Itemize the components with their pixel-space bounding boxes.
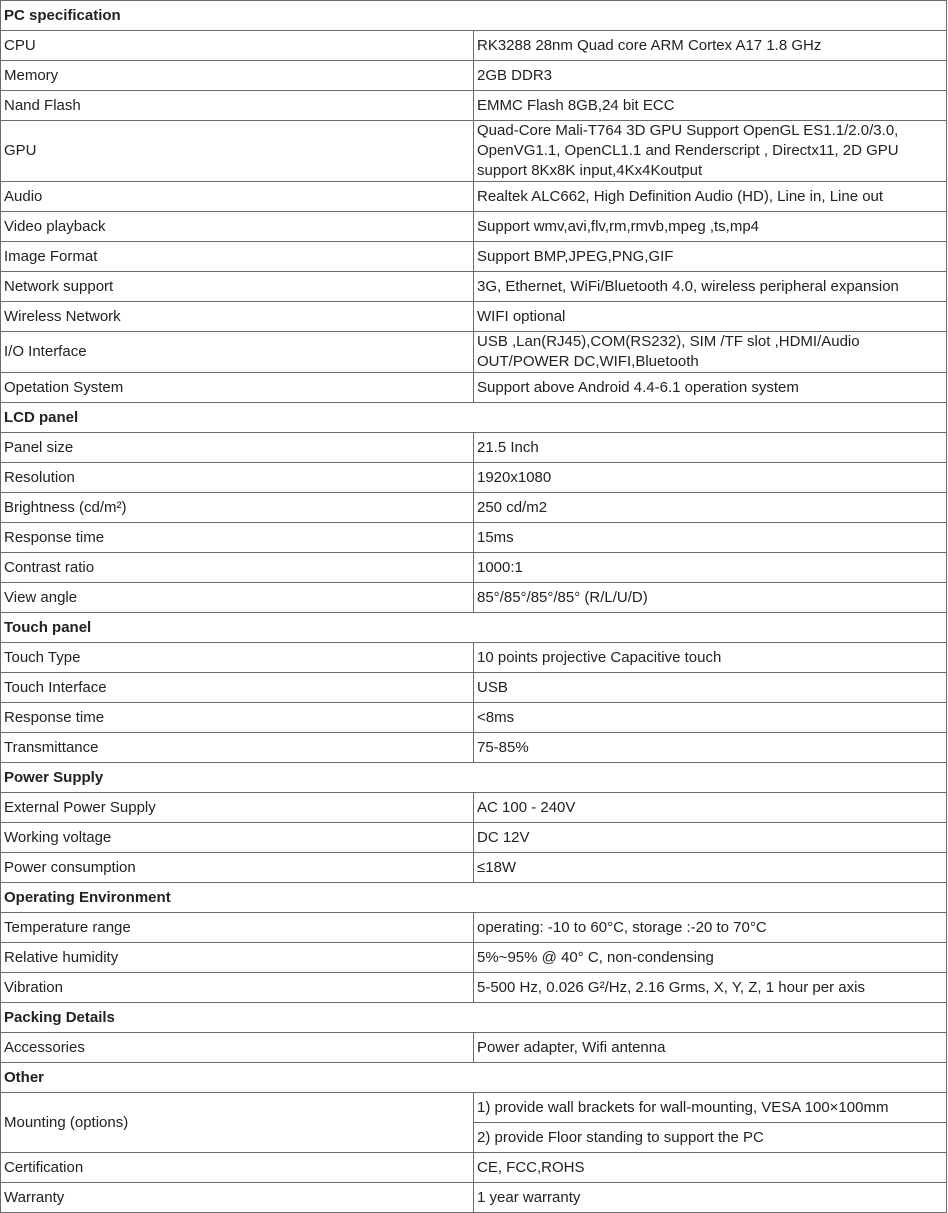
- row-label: Response time: [1, 523, 474, 553]
- row-value: 10 points projective Capacitive touch: [474, 643, 947, 673]
- row-label: Image Format: [1, 242, 474, 272]
- row-label: Brightness (cd/m²): [1, 493, 474, 523]
- row-value: 2GB DDR3: [474, 61, 947, 91]
- table-row: [1, 433, 947, 463]
- row-value: AC 100 - 240V: [474, 793, 947, 823]
- table-row: [1, 823, 947, 853]
- table-row: [1, 212, 947, 242]
- row-label: Temperature range: [1, 913, 474, 943]
- row-label: Accessories: [1, 1033, 474, 1063]
- section-title: Other: [1, 1063, 947, 1093]
- row-value: 1) provide wall brackets for wall-mounting, VESA 100×100mm: [474, 1093, 947, 1123]
- row-value: Realtek ALC662, High Definition Audio (HD), Line in, Line out: [474, 182, 947, 212]
- table-row: [1, 1183, 947, 1213]
- table-row: [1, 973, 947, 1003]
- table-row: [1, 673, 947, 703]
- table-row: [1, 523, 947, 553]
- row-value: WIFI optional: [474, 302, 947, 332]
- table-row: [1, 242, 947, 272]
- row-value: USB: [474, 673, 947, 703]
- row-value: Power adapter, Wifi antenna: [474, 1033, 947, 1063]
- table-row: [1, 1033, 947, 1063]
- row-label: Resolution: [1, 463, 474, 493]
- table-row: [1, 373, 947, 403]
- row-value: 1 year warranty: [474, 1183, 947, 1213]
- row-value: <8ms: [474, 703, 947, 733]
- row-label: Audio: [1, 182, 474, 212]
- row-label: Wireless Network: [1, 302, 474, 332]
- row-value: Quad-Core Mali-T764 3D GPU Support OpenGL ES1.1/2.0/3.0, OpenVG1.1, OpenCL1.1 and Renderscript , Directx11, 2D GPU support 8Kx8K input,4Kx4Koutput: [474, 121, 947, 182]
- row-label: Relative humidity: [1, 943, 474, 973]
- row-label: Vibration: [1, 973, 474, 1003]
- row-label: Contrast ratio: [1, 553, 474, 583]
- table-row: [1, 121, 947, 182]
- table-row: [1, 583, 947, 613]
- row-label: View angle: [1, 583, 474, 613]
- row-value: 1920x1080: [474, 463, 947, 493]
- row-value: 75-85%: [474, 733, 947, 763]
- table-row: [1, 853, 947, 883]
- row-value: 5-500 Hz, 0.026 G²/Hz, 2.16 Grms, X, Y, Z, 1 hour per axis: [474, 973, 947, 1003]
- section-header-power: [1, 763, 947, 793]
- table-row: [1, 31, 947, 61]
- row-label: Touch Type: [1, 643, 474, 673]
- section-title: Packing Details: [1, 1003, 947, 1033]
- row-value: 250 cd/m2: [474, 493, 947, 523]
- row-label: Transmittance: [1, 733, 474, 763]
- row-value: operating: -10 to 60°C, storage :-20 to 70°C: [474, 913, 947, 943]
- row-value: Support above Android 4.4-6.1 operation system: [474, 373, 947, 403]
- table-row: [1, 1093, 947, 1123]
- row-value: 5%~95% @ 40° C, non-condensing: [474, 943, 947, 973]
- table-row: [1, 493, 947, 523]
- section-title: Power Supply: [1, 763, 947, 793]
- row-label: Working voltage: [1, 823, 474, 853]
- table-row: [1, 703, 947, 733]
- section-header-packing: [1, 1003, 947, 1033]
- row-label: Opetation System: [1, 373, 474, 403]
- row-value: USB ,Lan(RJ45),COM(RS232), SIM /TF slot ,HDMI/Audio OUT/POWER DC,WIFI,Bluetooth: [474, 332, 947, 373]
- section-header-environment: [1, 883, 947, 913]
- row-label: GPU: [1, 121, 474, 182]
- row-label: Power consumption: [1, 853, 474, 883]
- table-row: [1, 463, 947, 493]
- table-row: [1, 61, 947, 91]
- row-value: 21.5 Inch: [474, 433, 947, 463]
- section-title: LCD panel: [1, 403, 947, 433]
- section-header-pc: [1, 1, 947, 31]
- section-header-touch: [1, 613, 947, 643]
- row-label: Response time: [1, 703, 474, 733]
- row-value: 15ms: [474, 523, 947, 553]
- row-label: Panel size: [1, 433, 474, 463]
- row-label: I/O Interface: [1, 332, 474, 373]
- row-value: EMMC Flash 8GB,24 bit ECC: [474, 91, 947, 121]
- row-value: ≤18W: [474, 853, 947, 883]
- row-label: Certification: [1, 1153, 474, 1183]
- section-title: Operating Environment: [1, 883, 947, 913]
- table-row: [1, 91, 947, 121]
- table-row: [1, 332, 947, 373]
- row-value: DC 12V: [474, 823, 947, 853]
- table-row: [1, 272, 947, 302]
- table-row: [1, 943, 947, 973]
- row-label: Video playback: [1, 212, 474, 242]
- row-label: Mounting (options): [1, 1093, 474, 1153]
- row-label: External Power Supply: [1, 793, 474, 823]
- table-row: [1, 182, 947, 212]
- section-title: Touch panel: [1, 613, 947, 643]
- section-header-other: [1, 1063, 947, 1093]
- table-row: [1, 793, 947, 823]
- row-label: Network support: [1, 272, 474, 302]
- row-label: Memory: [1, 61, 474, 91]
- row-value: Support wmv,avi,flv,rm,rmvb,mpeg ,ts,mp4: [474, 212, 947, 242]
- table-row: [1, 733, 947, 763]
- row-value: 3G, Ethernet, WiFi/Bluetooth 4.0, wireless peripheral expansion: [474, 272, 947, 302]
- table-row: [1, 1153, 947, 1183]
- section-title: PC specification: [1, 1, 947, 31]
- section-header-lcd: [1, 403, 947, 433]
- table-row: [1, 643, 947, 673]
- row-value: 85°/85°/85°/85° (R/L/U/D): [474, 583, 947, 613]
- row-value: 1000:1: [474, 553, 947, 583]
- row-label: Nand Flash: [1, 91, 474, 121]
- row-value: Support BMP,JPEG,PNG,GIF: [474, 242, 947, 272]
- row-value: 2) provide Floor standing to support the PC: [474, 1123, 947, 1153]
- row-value: RK3288 28nm Quad core ARM Cortex A17 1.8 GHz: [474, 31, 947, 61]
- table-row: [1, 302, 947, 332]
- row-label: CPU: [1, 31, 474, 61]
- row-label: Touch Interface: [1, 673, 474, 703]
- row-label: Warranty: [1, 1183, 474, 1213]
- row-value: CE, FCC,ROHS: [474, 1153, 947, 1183]
- table-row: [1, 913, 947, 943]
- table-row: [1, 553, 947, 583]
